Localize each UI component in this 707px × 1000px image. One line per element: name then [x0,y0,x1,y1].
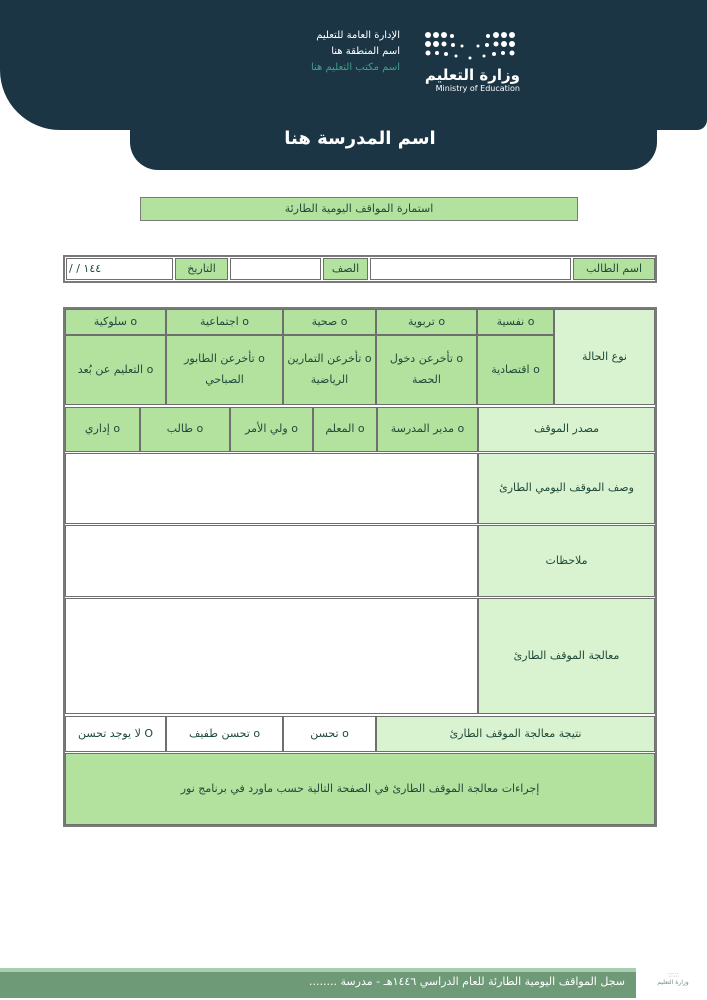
description-label: وصف الموقف اليومي الطارئ [478,453,655,524]
source-option-principal[interactable]: o مدير المدرسة [377,407,478,452]
result-option-none[interactable]: O لا يوجد تحسن [65,716,166,752]
class-field[interactable] [230,258,321,280]
case-option-behavioral[interactable]: o سلوكية [65,309,166,335]
result-option-slight[interactable]: o تحسن طفيف [166,716,283,752]
notes-field[interactable] [65,525,478,597]
footer-logo-text: وزارة التعليم [657,979,689,986]
source-option-admin[interactable]: o إداري [65,407,140,452]
source-option-parent[interactable]: o ولي الأمر [230,407,313,452]
header-text-block [230,28,400,76]
case-type-label: نوع الحالة [554,309,655,405]
case-option-psychological[interactable]: o نفسية [477,309,554,335]
ministry-logo [420,30,525,93]
student-name-field[interactable] [370,258,571,280]
case-option-late-exercise[interactable]: o تأخرعن التمارين الرياضية [283,335,376,405]
result-option-improved[interactable]: o تحسن [283,716,376,752]
case-option-educational[interactable]: o تربوية [376,309,477,335]
footer-dots-icon: ∴∵∴∵ [667,972,679,979]
case-option-economic[interactable]: o اقتصادية [477,335,554,405]
notes-label: ملاحظات [478,525,655,597]
case-option-late-class[interactable]: o تأخرعن دخول الحصة [376,335,477,405]
office-line: اسم مكتب التعليم هنا [310,62,400,73]
footer-text: سجل المواقف اليومية الطارئة للعام الدراسي ١٤٤٦هـ - مدرسة ........ [309,975,625,988]
source-option-student[interactable]: o طالب [140,407,230,452]
admin-line: الإدارة العامة للتعليم [316,30,400,41]
student-name-label: اسم الطالب [573,258,655,280]
case-option-health[interactable]: o صحية [283,309,376,335]
form-title: استمارة المواقف اليومية الطارئة [140,197,578,221]
procedures-note: إجراءات معالجة الموقف الطارئ في الصفحة التالية حسب ماورد في برنامج نور [65,753,655,825]
date-label: التاريخ [175,258,228,280]
source-option-teacher[interactable]: o المعلم [313,407,377,452]
source-label: مصدر الموقف [478,407,655,452]
class-label: الصف [323,258,368,280]
case-option-social[interactable]: o اجتماعية [166,309,283,335]
ministry-name-ar: وزارة التعليم [424,66,520,84]
case-option-distance-learning[interactable]: o التعليم عن بُعد [65,335,166,405]
ministry-name-en: Ministry of Education [435,84,520,93]
dots-logo-icon [420,30,520,62]
treatment-field[interactable] [65,598,478,714]
region-line: اسم المنطقة هنا [331,46,400,57]
case-option-late-assembly[interactable]: o تأخرعن الطابور الصباحي [166,335,283,405]
date-field[interactable]: ١٤٤ / / [66,258,173,280]
result-label: نتيجة معالجة الموقف الطارئ [376,716,655,752]
footer-logo [648,972,698,986]
description-field[interactable] [65,453,478,524]
treatment-label: معالجة الموقف الطارئ [478,598,655,714]
school-name: اسم المدرسة هنا [284,128,436,149]
